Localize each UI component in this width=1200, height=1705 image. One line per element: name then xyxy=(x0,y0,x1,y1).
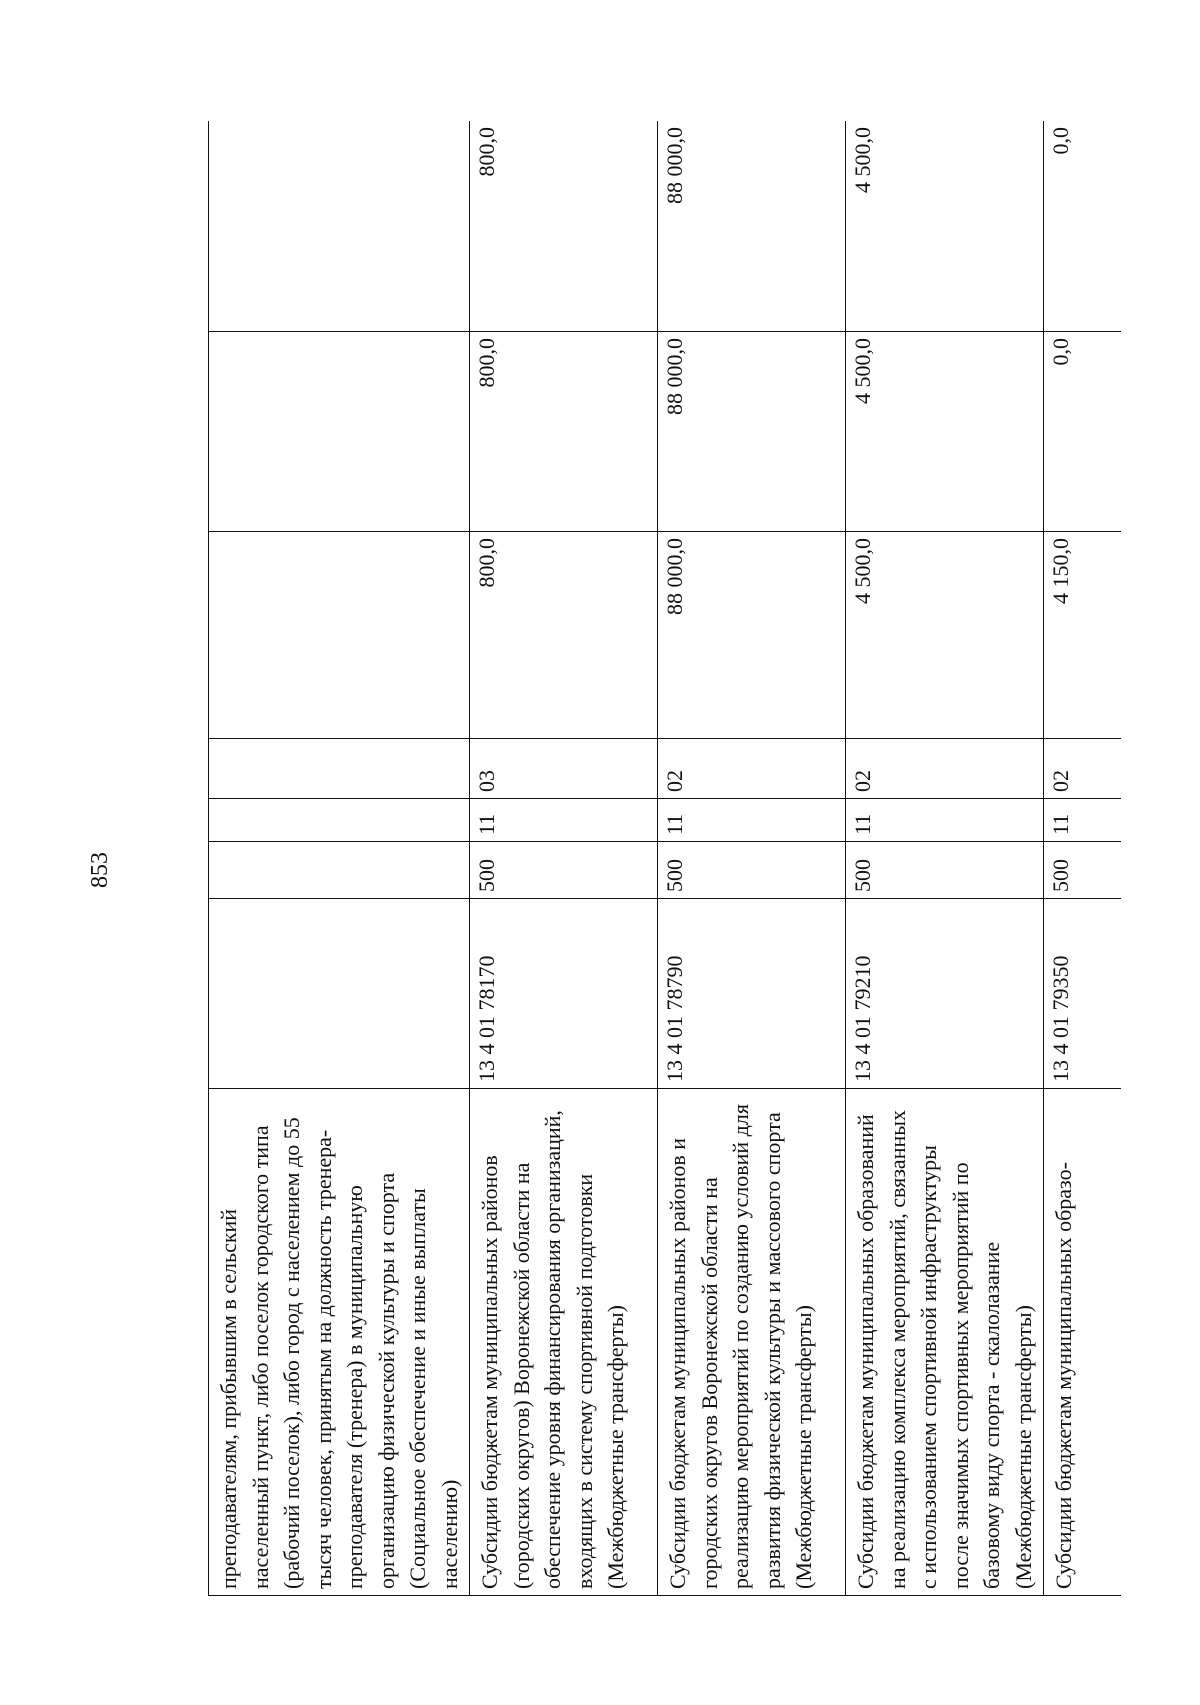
amount-year-3: 4 500,0 xyxy=(846,121,1044,332)
amount-year-2: 4 500,0 xyxy=(846,332,1044,532)
subsection-code: 02 xyxy=(658,739,846,799)
page-number: 853 xyxy=(87,852,113,888)
target-article-code: 13 4 01 78170 xyxy=(470,899,658,1089)
expense-type-code: 500 xyxy=(658,842,846,899)
target-article-code xyxy=(209,899,470,1089)
amount-year-2: 88 000,0 xyxy=(658,332,846,532)
amount-year-3: 0,0 xyxy=(1044,121,1122,332)
section-code: 11 xyxy=(470,799,658,842)
amount-year-1: 4 150,0 xyxy=(1044,532,1122,739)
expense-type-code xyxy=(209,842,470,899)
amount-year-3 xyxy=(209,121,470,332)
row-description: Субсидии бюджетам муниципальных районов и городских округов Воронежской области на реализацию мероприятий по созданию условий для развития физической культуры и массового спорта (Межбюджетные трансферты) xyxy=(658,1089,846,1596)
amount-year-3: 88 000,0 xyxy=(658,121,846,332)
expense-type-code: 500 xyxy=(1044,842,1122,899)
row-description: преподавателям, прибывшим в сельский населенный пункт, либо поселок городского типа (рабочий поселок), либо город с населением до 55 тысяч человек, принятым на должность тренера-преподавателя (тренера) в муниципальную организацию физической культуры и спорта (Социальное обеспечение и иные выплаты населению) xyxy=(209,1089,470,1596)
target-article-code: 13 4 01 79350 xyxy=(1044,899,1122,1089)
table-row xyxy=(209,121,470,1596)
expense-type-code: 500 xyxy=(846,842,1044,899)
amount-year-1: 4 500,0 xyxy=(846,532,1044,739)
table-row xyxy=(658,121,846,1596)
budget-table xyxy=(208,121,1121,1596)
section-code: 11 xyxy=(1044,799,1122,842)
amount-year-2: 0,0 xyxy=(1044,332,1122,532)
subsection-code: 02 xyxy=(1044,739,1122,799)
expense-type-code: 500 xyxy=(470,842,658,899)
amount-year-1: 88 000,0 xyxy=(658,532,846,739)
section-code xyxy=(209,799,470,842)
target-article-code: 13 4 01 78790 xyxy=(658,899,846,1089)
table-row xyxy=(470,121,658,1596)
amount-year-2: 800,0 xyxy=(470,332,658,532)
row-description: Субсидии бюджетам муниципальных районов (городских округов) Воронежской области на обеспечение уровня финансирования организаций, входящих в систему спортивной подготовки (Межбюджетные трансферты) xyxy=(470,1089,658,1596)
subsection-code: 02 xyxy=(846,739,1044,799)
amount-year-3: 800,0 xyxy=(470,121,658,332)
target-article-code: 13 4 01 79210 xyxy=(846,899,1044,1089)
section-code: 11 xyxy=(658,799,846,842)
row-description: Субсидии бюджетам муниципальных образо- xyxy=(1044,1089,1122,1596)
amount-year-1 xyxy=(209,532,470,739)
table-row xyxy=(846,121,1044,1596)
row-description: Субсидии бюджетам муниципальных образований на реализацию комплекса мероприятий, связанных с использованием спортивной инфраструктуры после значимых спортивных мероприятий по базовому виду спорта - скалолазание (Межбюджетные трансферты) xyxy=(846,1089,1044,1596)
table-row xyxy=(1044,121,1122,1596)
section-code: 11 xyxy=(846,799,1044,842)
subsection-code: 03 xyxy=(470,739,658,799)
subsection-code xyxy=(209,739,470,799)
amount-year-1: 800,0 xyxy=(470,532,658,739)
amount-year-2 xyxy=(209,332,470,532)
rotated-page-content xyxy=(208,121,1121,1596)
